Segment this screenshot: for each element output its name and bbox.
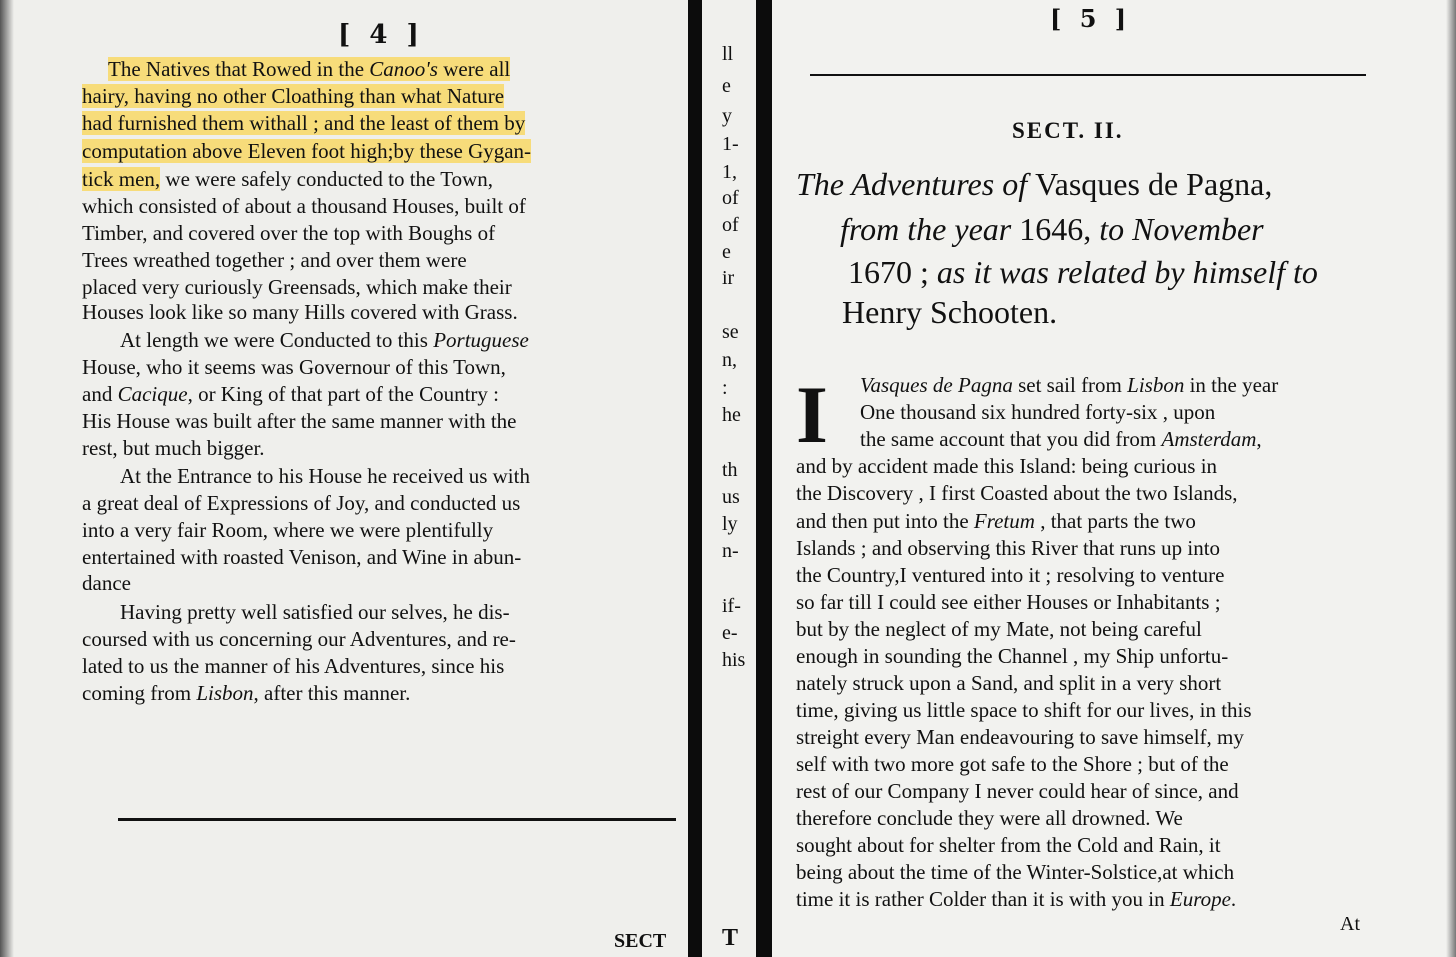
left-text-line: which consisted of about a thousand Houses, built of <box>82 194 526 218</box>
left-text-line: Timber, and covered over the top with Boughs of <box>82 221 496 245</box>
gutter-fragment: if- <box>722 595 741 617</box>
right-page-edge-shadow <box>1446 0 1456 957</box>
right-text-line: the Country,I ventured into it ; resolving to venture <box>796 563 1225 587</box>
left-text-line: coming from Lisbon, after this manner. <box>82 681 411 705</box>
left-page-edge-shadow <box>0 0 14 957</box>
left-page-number: [ 4 ] <box>338 20 424 50</box>
gutter-fragment: se <box>722 321 739 343</box>
left-text-line: Having pretty well satisfied our selves, he dis- <box>120 600 510 624</box>
left-page-rule <box>118 818 676 821</box>
left-text-line: rest, but much bigger. <box>82 436 265 460</box>
gutter-fragment: n, <box>722 349 737 371</box>
gutter-fragment: he <box>722 404 741 426</box>
section-heading: SECT. II. <box>1012 118 1124 143</box>
left-text-line: hairy, having no other Cloathing than what Nature <box>82 84 505 108</box>
chapter-title-line: The Adventures of Vasques de Pagna, <box>796 166 1273 202</box>
gutter-fragment: e <box>722 241 731 263</box>
left-text-line: Houses look like so many Hills covered with Grass. <box>82 300 518 324</box>
right-text-line: but by the neglect of my Mate, not being careful <box>796 617 1202 641</box>
right-text-line: and then put into the Fretum , that parts the two <box>796 509 1196 533</box>
right-text-line: nately struck upon a Sand, and split in a very short <box>796 671 1222 695</box>
gutter-fragment: us <box>722 486 740 508</box>
gutter-fragment: e- <box>722 622 738 644</box>
chapter-title-line: Henry Schooten. <box>842 294 1058 330</box>
right-text-line: Islands ; and observing this River that runs up into <box>796 536 1221 560</box>
gutter-fragment: ir <box>722 267 735 289</box>
right-text-line: and by accident made this Island: being curious in <box>796 454 1218 478</box>
chapter-title-line: 1670 ; as it was related by himself to <box>848 254 1318 290</box>
left-page <box>0 0 690 957</box>
gutter-fragment: of <box>722 187 739 209</box>
right-text-line: therefore conclude they were all drowned. We <box>796 806 1183 830</box>
right-page-rule <box>810 74 1366 76</box>
drop-cap: I <box>796 369 828 460</box>
left-text-line: His House was built after the same manner with the <box>82 409 517 433</box>
left-text-line: dance <box>82 571 131 595</box>
left-text-line: coursed with us concerning our Adventures, and re- <box>82 627 516 651</box>
chapter-title-line: from the year 1646, to November <box>840 211 1264 247</box>
gutter-fragment: T <box>722 925 739 951</box>
left-text-line: House, who it seems was Governour of this Town, <box>82 355 506 379</box>
right-text-line: time, giving us little space to shift for our lives, in this <box>796 698 1252 722</box>
gutter-fragment: n- <box>722 540 739 562</box>
left-text-line: At the Entrance to his House he received us with <box>120 464 530 488</box>
gutter-fragment: y <box>722 105 732 127</box>
right-text-line: rest of our Company I never could hear of since, and <box>796 779 1239 803</box>
right-catchword: At <box>1340 913 1360 935</box>
left-catchword: SECT <box>614 930 667 952</box>
gutter-fragment: his <box>722 649 746 671</box>
right-text-line: so far till I could see either Houses or Inhabitants ; <box>796 590 1221 614</box>
gutter-fragment: ll <box>722 43 734 65</box>
right-text-line: the same account that you did from Amsterdam, <box>860 427 1262 451</box>
right-text-line: One thousand six hundred forty-six , upon <box>860 400 1216 424</box>
left-text-line: At length we were Conducted to this Portuguese <box>120 328 529 352</box>
right-text-line: self with two more got safe to the Shore ; but of the <box>796 752 1229 776</box>
gutter-fragment: 1- <box>722 133 739 155</box>
left-text-line: computation above Eleven foot high;by these Gygan- <box>82 139 532 163</box>
right-text-line: enough in sounding the Channel , my Ship unfortu- <box>796 644 1229 668</box>
left-text-line: Trees wreathed together ; and over them were <box>82 248 467 272</box>
left-text-line: had furnished them withall ; and the least of them by <box>82 111 526 135</box>
gutter-fragment: of <box>722 214 739 236</box>
gutter-fragment: 1, <box>722 161 737 183</box>
right-page-number: [ 5 ] <box>1050 4 1132 33</box>
left-text-line: tick men, we were safely conducted to the Town, <box>82 167 494 191</box>
left-text-line: lated to us the manner of his Adventures, since his <box>82 654 505 678</box>
left-text-line: entertained with roasted Venison, and Wine in abun- <box>82 545 522 569</box>
gutter-fragment: : <box>722 377 728 399</box>
gutter-fragment: e <box>722 75 731 97</box>
left-text-line: a great deal of Expressions of Joy, and conducted us <box>82 491 521 515</box>
left-text-line: placed very curiously Greensads, which make their <box>82 275 512 299</box>
right-text-line: sought about for shelter from the Cold and Rain, it <box>796 833 1221 857</box>
gutter-fragment: ly <box>722 513 738 535</box>
book-spine-shadow <box>688 0 702 957</box>
right-text-line: time it is rather Colder than it is with you in Europe. <box>796 887 1237 911</box>
left-text-line: into a very fair Room, where we were plentifully <box>82 518 494 542</box>
right-text-line: streight every Man endeavouring to save himself, my <box>796 725 1244 749</box>
left-text-line: The Natives that Rowed in the Canoo's were all <box>108 57 511 81</box>
gutter-fragment: th <box>722 459 738 481</box>
left-text-line: and Cacique, or King of that part of the Country : <box>82 382 500 406</box>
right-text-line: being about the time of the Winter-Solstice,at which <box>796 860 1235 884</box>
right-text-line: Vasques de Pagna set sail from Lisbon in the year <box>860 373 1279 397</box>
right-text-line: the Discovery , I first Coasted about the two Islands, <box>796 481 1238 505</box>
